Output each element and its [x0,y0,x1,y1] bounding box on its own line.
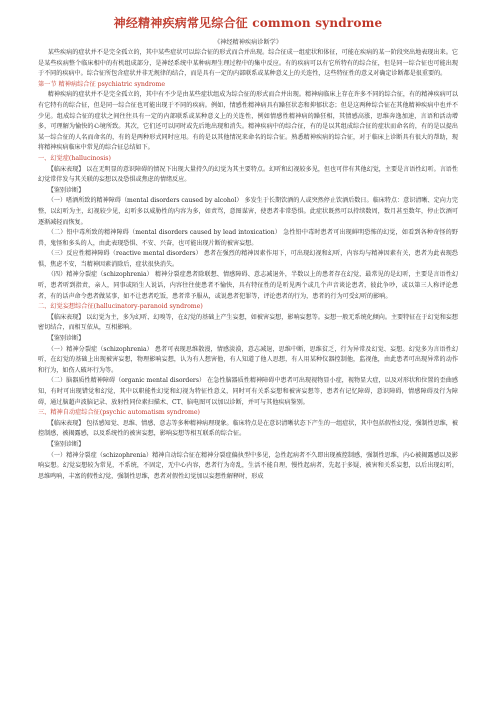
subsection-heading-automatism: 三、精神自动症综合征(psychic automatism syndrome) [38,409,200,417]
diagnosis-item: （一）精神分裂症（schizophrenia） 患者可表现思维散漫，情感淡漠，意志减退，思维中断，思维贫乏，行为异常及幻觉、妄想。幻觉多为言语性幻听，在幻觉的基础上出现被害妄想，物理影响妄想，认为有人想害他，有人知道了他人思想，有人用某种仪器控制他，监视他，由此患者可出现异常的动作和行为，如伤人破坏行为等。 [38,345,458,374]
differential-diagnosis-label: 【鉴别诊断】 [47,186,85,194]
section-heading-1: 第一节 精神病综合征 psychiatric syndrome [38,80,166,88]
diagnosis-item: （二）铅中毒所致的精神障碍（mental disorders caused by lead intoxication） 急性铅中毒时患者可出现鲜明恐怖的幻觉，如看到各种奇怪的野兽，鬼怪和多头的人，由此表现恐惧、不安、兴奋，也可能出现片断的被害妄想。 [38,229,458,247]
diagnosis-item: （一）嗜酒所致的精神障碍（mental disorders caused by alcohol） 多发生于长期饮酒的人或突然停止饮酒后数日。临床特点：意识清晰、定向力完整，以幻听为主，幻视较少见，幻听多以威胁性的内容为多，如责骂，意图谋害，使患者非常恐惧。此症状既然可以持续数周，数月甚至数年，停止饮酒可逐渐减轻而恢复。 [38,197,458,226]
differential-diagnosis-label: 【鉴别诊断】 [47,335,85,343]
subsection-heading-paranoid: 二、幻觉妄想综合征(hallucinatory-paranoid syndrome) [38,303,203,311]
diagnosis-item: （四）精神分裂症（schizophrenia） 精神分裂症患者除联想、情感障碍、意志减退外，半数以上的患者存在幻觉，最常见的是幻听，主要是言语性幻听，患者听到指责，亲人，同事或陌生人说话，内容往往使患者不愉快，具有特征性的是听见两个或几个声音谈论患者，彼此争吵，或以第三人称评论患者，有的话声命令患者做某事，如不让患者吃饭，患者常予服从，或说患者犯罪等，评论患者的行为，患者的行为可受幻听的影响。 [38,271,458,300]
clinical-features-paragraph: 【临床表现】 包括感知觉、思维、情感、意志等多种精神病理现象。临床特点是在意识清晰状态下产生的一组症状，其中包括假性幻觉，强制性思维，被控制感，被揭露感，以及系统性的被害妄想，影响妄想等相互联系的综合征。 [38,419,458,438]
diagnosis-item: （一）精神分裂症（schizophrenia）精神自动综合征在精神分裂症偏执型中多见，急性起病者不久即出现被控制感，强制性思维，内心被揭露感以及影响妄想。幻觉妄想较为常见，不系统，不固定，无中心内容，患者行为奇乱，生活不能自理，慢性起病者，先起于多疑，被害和关系妄想，以后出现幻听，思维鸣响，丰富的假性幻觉，强制性思维，患者对假性幻觉加以妄想性解释时，形成 [38,451,458,480]
intro-paragraph: 某些疾病的症状并不是完全孤立的，其中某些症状可以综合征的形式而合并出现。综合征成一组症状和体征，可能在疾病的某一阶段突出地表现出来。它是某些疾病整个临床相中的有机组成部分，是神经系统中某种病理生理过程中的集中反应。有的疾病可以有它所特有的综合征，但是同一综合征也可能出现于不同的疾病中。综合征所包含症状并非无规律的结合，而是具有一定的内部联系或某种意义上的关连性，这些特征性的意义对确定诊断都是很重要的。 [38,49,458,78]
document-title: 神经精神疾病常见综合征 common syndrome [113,16,383,30]
differential-diagnosis-label: 【鉴别诊断】 [47,440,85,448]
document-subtitle: 《神经精神疾病诊断学》 [213,39,283,46]
section-1-paragraph: 精神疾病的症状并不是完全孤立的，其中有不少是由某些症状组成为综合征的形式而合并出现。精神病临床上存在许多不同的综合征，有的精神疾病可以有它特有的综合征，但是同一综合征也可能出现于不同的疾病。例如，情感性精神病具有躁狂状态和抑郁状态；但是这两种综合征在其他精神疾病中也并不少见。组成综合征的症状之间往往具有一定的内部联系或某种意义上的关连性，例如情感性精神病的躁狂相，其情感高涨，思维奔逸加速，言语和活动增多，可理解为愉快的心境所致。其次，它们还可以同时或先后地出现和消失。精神疾病中的综合征，有的是以其组成综合征的症状而命名的，有的是以提出某一综合征的人名而命名的，有的是两种形式同时应用。有的是以其他情况来命名的综合征。熟悉精神疾病的综合征，对于临床上诊断具有很大的帮助，现将精神疾病临床中常见的综合征总结如下。 [38,91,458,152]
diagnosis-item: （三）反应性精神障碍（reactive mental disorders） 患者在强烈的精神因素作用下，可出现幻视和幻听，内容均与精神因素有关，患者为此表现恐惧，焦虑不安，当精神因素消除后，症状很快消失。 [38,250,458,268]
clinical-features-paragraph: 【临床表现】 以在无明显的意识障碍的情况下出现大量持久的幻觉为其主要特点。幻听和幻视较多见，但也可伴有其他幻觉，主要是言语性幻听。言语性幻觉常伴发与其关联的妄想以及恐惧或焦虑的情绪反应。 [38,165,458,184]
subsection-heading-hallucinosis: 一、幻觉症(hallucinosis) [38,154,111,162]
diagnosis-item: （二）脑器质性精神障碍（organic mental disorders） 在急性脑器质性精神障碍中患者可出现视物显小症，视物显大症，以及对形状和位置的歪曲感知，有时可出现错觉和幻觉，其中以职能性幻觉和幻视为特征性意义，同时可有关系妄想和被害妄想等，患者有记忆障碍，意识障碍，情感障碍及行为障碍，通过脑超声波脑记录、放射性同位素扫描术、CT、脑电图可以加以诊断，并可与其他疾病鉴别。 [38,377,458,406]
clinical-features-paragraph: 【临床表现】 以幻觉为主，多为幻听、幻嗅等，在幻觉的基础上产生妄想，如被害妄想，影响妄想等。妄想一般无系统化倾向。主要特征在于幻觉和妄想密切结合，而相互依从，互相影响。 [38,313,458,332]
